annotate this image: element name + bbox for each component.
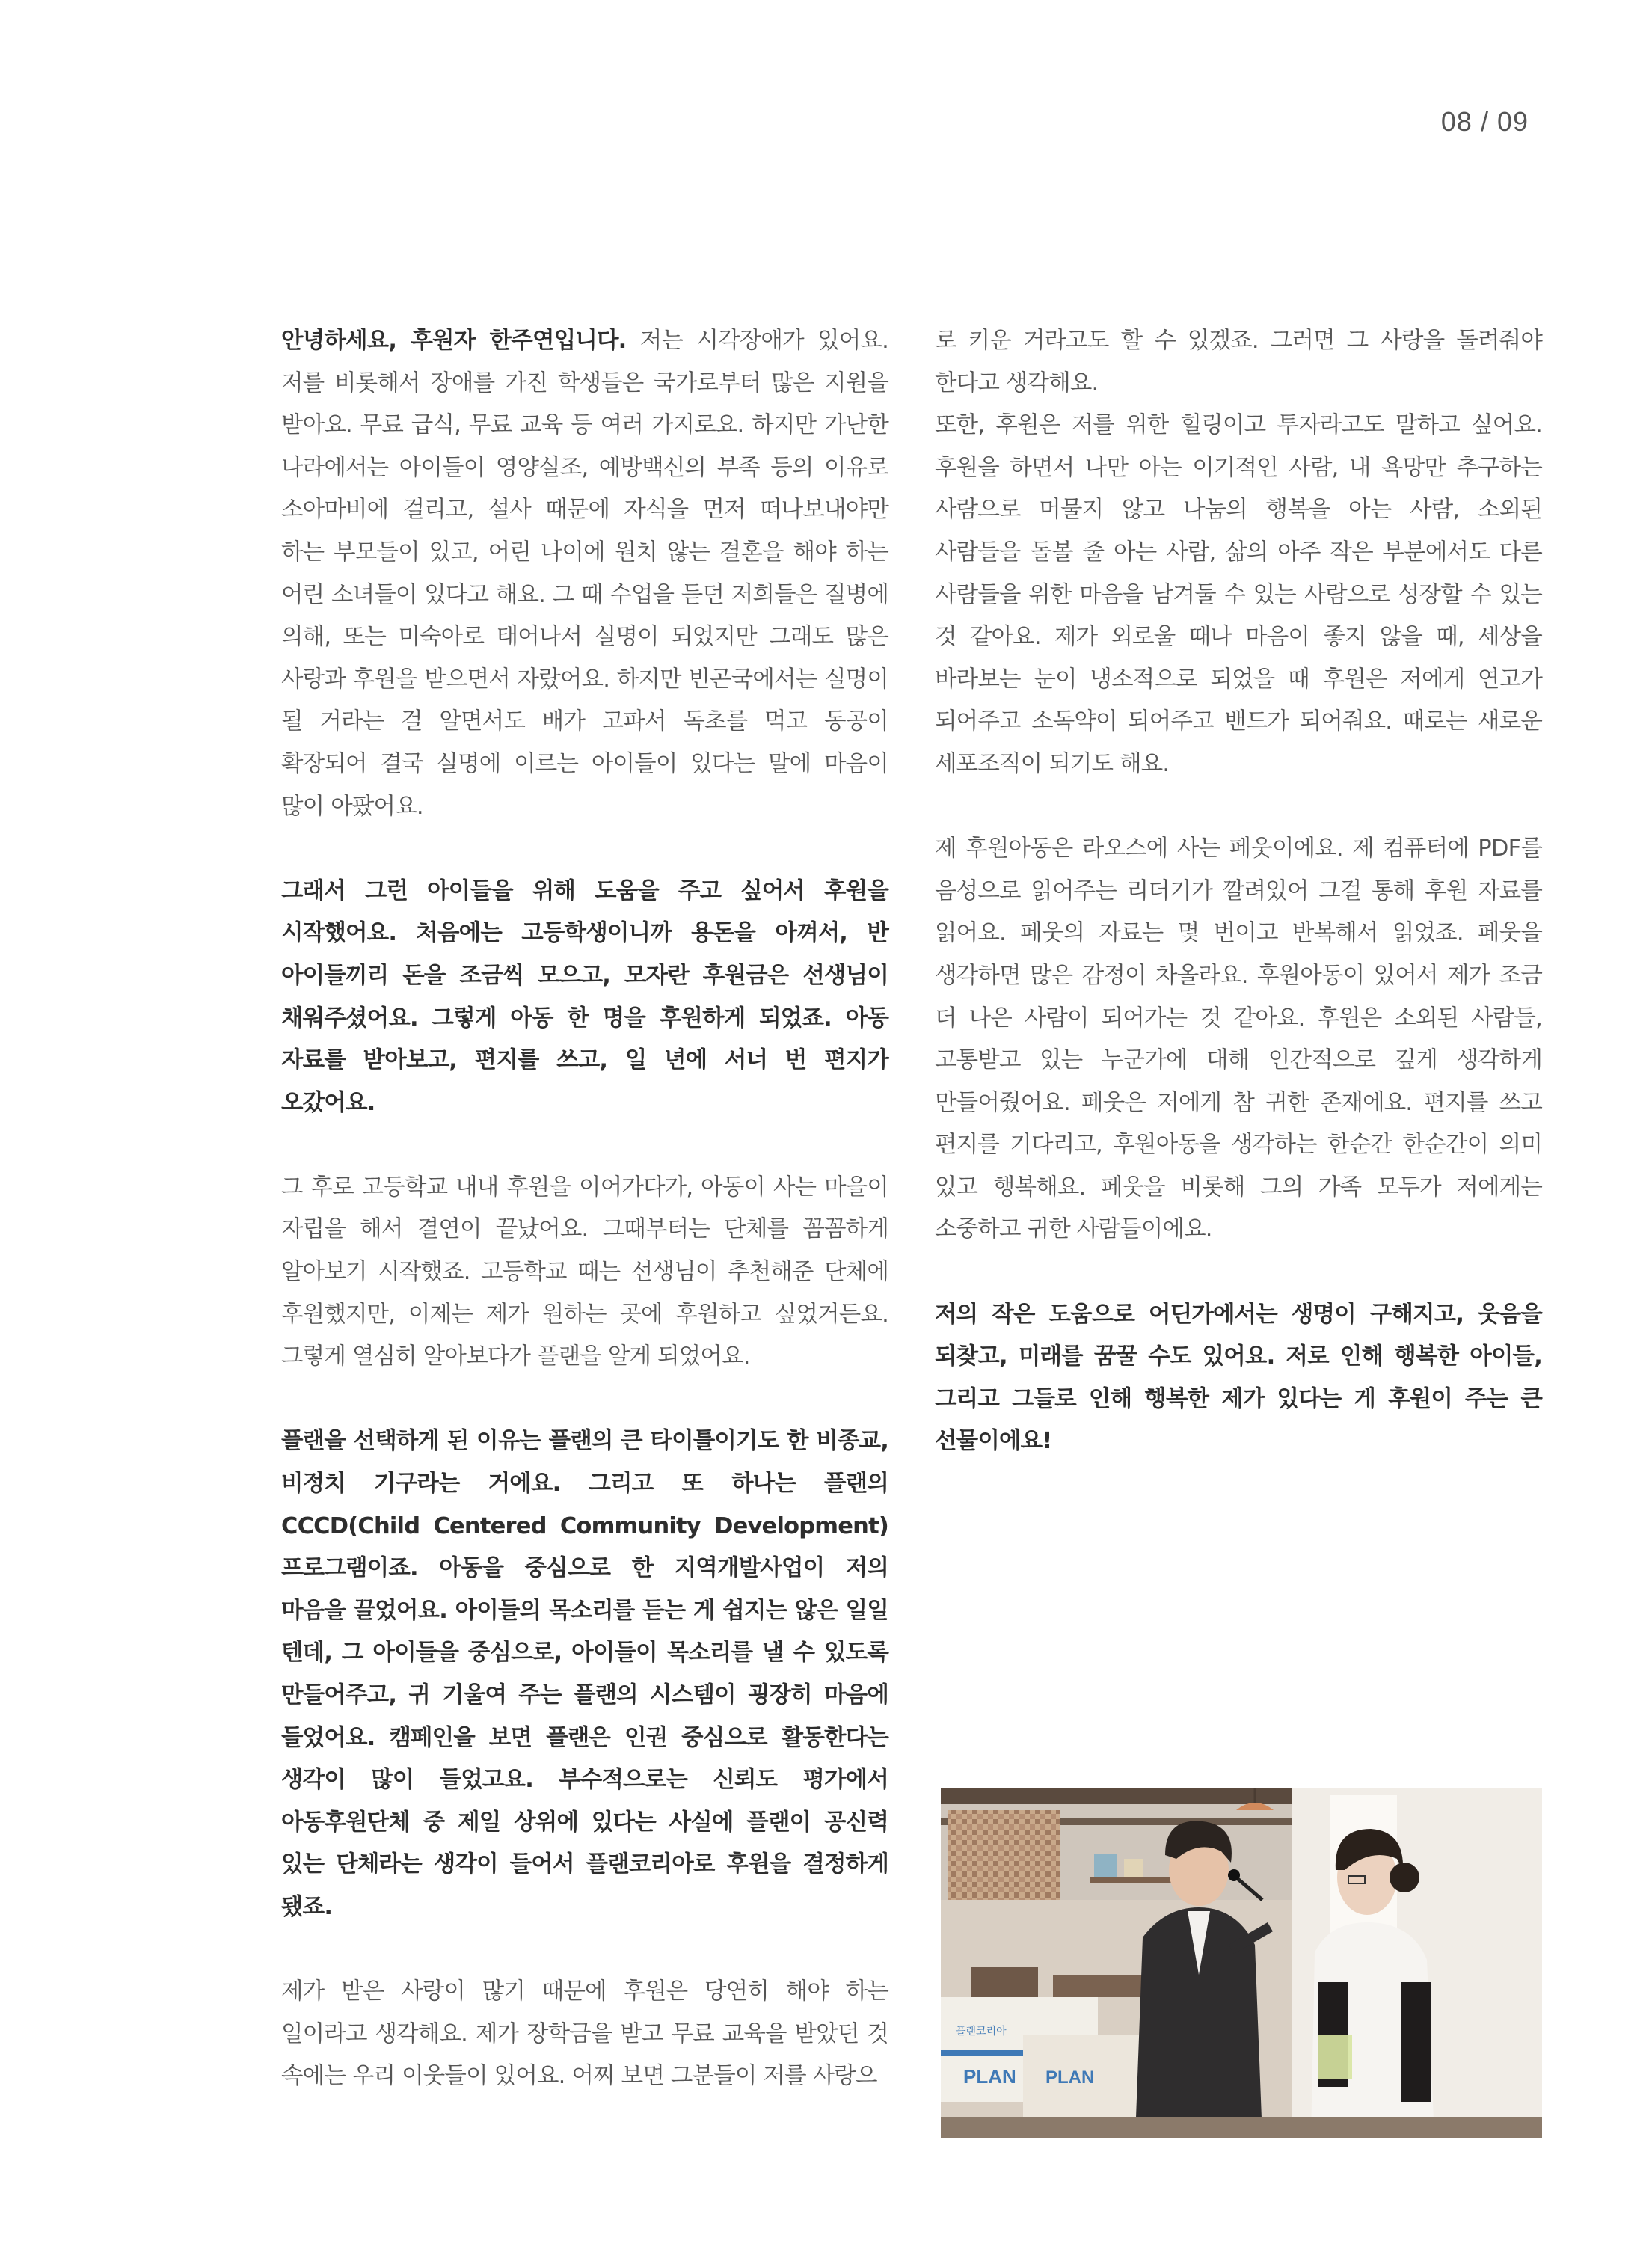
page-number: 08 / 09 — [1440, 106, 1529, 137]
article-left-column — [281, 320, 888, 2098]
paragraph-high-school: 그 후로 고등학교 내내 후원을 이어가다가, 아동이 사는 마을이 자립을 해서 결연이 끝났어요. 그때부터는 단체를 꼼꼼하게 알아보기 시작했죠. 고등학교 때는 선생님이 추천해준 단체에 후원했지만, 이제는 제가 원하는 곳에 후원하고 싶었거든요. 그렇게 열심히 알아보다가 플랜을 알게 되었어요. — [281, 1174, 888, 1370]
event-photo — [941, 1788, 1542, 2138]
box-label-korean: 플랜코리아 — [956, 2026, 1007, 2038]
intro-lead: 안녕하세요, 후원자 한주연입니다. — [281, 328, 627, 354]
article-right-column — [935, 320, 1542, 1463]
paragraph-return-love: 로 키운 거라고도 할 수 있겠죠. 그러면 그 사랑을 돌려줘야 한다고 생각해요. — [935, 328, 1542, 396]
paragraph-start-sponsoring: 그래서 그런 아이들을 위해 도움을 주고 싶어서 후원을 시작했어요. 처음에는 고등학생이니까 용돈을 아껴서, 반 아이들끼리 돈을 조금씩 모으고, 모자란 후원금은 선생님이 채워주셨어요. 그렇게 아동 한 명을 후원하게 되었죠. 아동 자료를 받아보고, 편지를 쓰고, 일 년에 서너 번 편지가 오갔어요. — [281, 877, 888, 1116]
paragraph-received-love: 제가 받은 사랑이 많기 때문에 후원은 당연히 해야 하는 일이라고 생각해요. 제가 장학금을 받고 무료 교육을 받았던 것 속에는 우리 이웃들이 있어요. 어찌 보면 그분들이 저를 사랑으 — [281, 1978, 888, 2090]
event-photo-illustration — [941, 1788, 1542, 2138]
paragraph-closing: 저의 작은 도움으로 어딘가에서는 생명이 구해지고, 웃음을 되찾고, 미래를 꿈꿀 수도 있어요. 저로 인해 행복한 아이들, 그리고 그들로 인해 행복한 제가 있다는 게 후원이 주는 큰 선물이에요! — [935, 1301, 1542, 1455]
intro-body: 저는 시각장애가 있어요. 저를 비롯해서 장애를 가진 학생들은 국가로부터 많은 지원을 받아요. 무료 급식, 무료 교육 등 여러 가지로요. 하지만 가난한 나라에서는 아이들이 영양실조, 예방백신의 부족 등의 이유로 소아마비에 걸리고, 설사 때문에 자식을 먼저 떠나보내야만 하는 부모들이 있고, 어린 나이에 원치 않는 결혼을 해야 하는 어린 소녀들이 있다고 해요. 그 때 수업을 듣던 저희들은 질병에 의해, 또는 미숙아로 태어나서 실명이 되었지만 그래도 많은 사랑과 후원을 받으면서 자랐어요. 하지만 빈곤국에서는 실명이 될 거라는 걸 알면서도 배가 고파서 독초를 먹고 동공이 확장되어 결국 실명에 이르는 아이들이 있다는 말에 마음이 많이 아팠어요. — [281, 328, 888, 820]
paragraph-healing: 또한, 후원은 저를 위한 힐링이고 투자라고도 말하고 싶어요. 후원을 하면서 나만 아는 이기적인 사람, 내 욕망만 추구하는 사람으로 머물지 않고 나눔의 행복을 아는 사람, 소외된 사람들을 돌볼 줄 아는 사람, 삶의 아주 작은 부분에서도 다른 사람들을 위한 마음을 남겨둘 수 있는 사람으로 성장할 수 있는 것 같아요. 제가 외로울 때나 마음이 좋지 않을 때, 세상을 바라보는 눈이 냉소적으로 되었을 때 후원은 저에게 연고가 되어주고 소독약이 되어주고 밴드가 되어줘요. 때로는 새로운 세포조직이 되기도 해요. — [935, 412, 1542, 777]
paragraph-sponsored-child: 제 후원아동은 라오스에 사는 페웃이에요. 제 컴퓨터에 PDF를 음성으로 읽어주는 리더기가 깔려있어 그걸 통해 후원 자료를 읽어요. 페웃의 자료는 몇 번이고 반복해서 읽었죠. 페웃을 생각하면 많은 감정이 차올라요. 후원아동이 있어서 제가 조금 더 나은 사람이 되어가는 것 같아요. 후원은 소외된 사람들, 고통받고 있는 누군가에 대해 인간적으로 깊게 생각하게 만들어줬어요. 페웃은 저에게 참 귀한 존재에요. 편지를 쓰고 편지를 기다리고, 후원아동을 생각하는 한순간 한순간이 의미 있고 행복해요. 페웃을 비롯해 그의 가족 모두가 저에게는 소중하고 귀한 사람들이에요. — [935, 836, 1542, 1243]
box-brand-right: PLAN — [1045, 2067, 1095, 2088]
paragraph-why-plan: 플랜을 선택하게 된 이유는 플랜의 큰 타이틀이기도 한 비종교, 비정치 기구라는 거에요. 그리고 또 하나는 플랜의 CCCD(Child Centered Community Development) 프로그램이죠. 아동을 중심으로 한 지역개발사업이 저의 마음을 끌었어요. 아이들의 목소리를 듣는 게 쉽지는 않은 일일 텐데, 그 아이들을 중심으로, 아이들이 목소리를 낼 수 있도록 만들어주고, 귀 기울여 주는 플랜의 시스템이 굉장히 마음에 들었어요. 캠페인을 보면 플랜은 인권 중심으로 활동한다는 생각이 많이 들었고요. 부수적으로는 신뢰도 평가에서 아동후원단체 중 제일 상위에 있다는 사실에 플랜이 공신력 있는 단체라는 생각이 들어서 플랜코리아로 후원을 결정하게 됐죠. — [281, 1428, 888, 1920]
paragraph-intro — [281, 320, 888, 828]
box-brand-left: PLAN — [963, 2065, 1016, 2088]
